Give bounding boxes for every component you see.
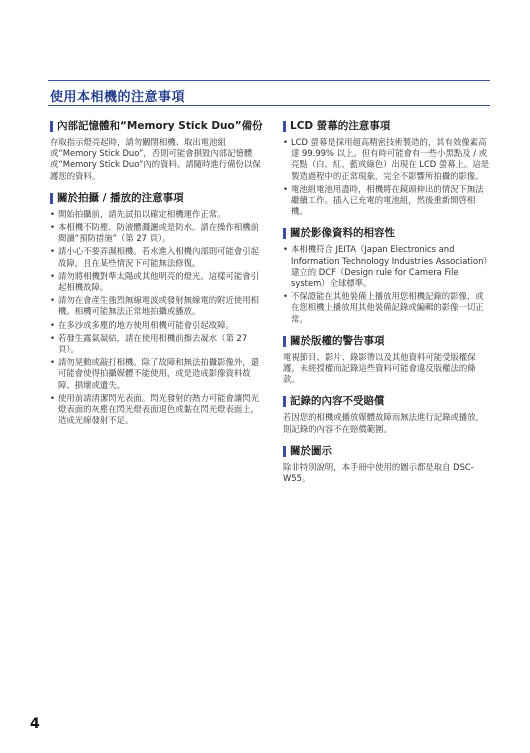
section-paragraph: 若因您的相機或播放媒體故障而無法進行記錄或播放，則記錄的內容不在賠償範圍。 [283,412,484,434]
bullet-list [50,209,263,427]
section-heading: 內部記憶體和“Memory Stick Duo”備份 [50,120,263,133]
list-item: • 開始拍攝前，請先試拍以確定相機運作正常。 [50,209,263,220]
section-paragraph: 存取指示燈亮起時，請勿關閉相機、取出電池組或“Memory Stick Duo”，否則可能會損毀內部記憶體或“Memory Stick Duo”內的資料。請隨時進行備份以保護您的資料。 [50,137,261,181]
page-title: 使用本相機的注意事項 [50,90,186,105]
heading-bar-icon [283,446,286,457]
section-paragraph: 除非特別說明，本手冊中使用的圖示都是取自 DSC-W55。 [283,461,474,484]
list-item: • LCD 螢幕是採用超高精密技術製造的，其有效像素高達 99.99% 以上。但有時可能會有一些小黑點及 / 或亮點（白、紅、藍或綠色）出現在 LCD 螢幕上。這是製造過程中的正常現象，完全不影響所拍攝的影像。 [283,137,491,182]
heading-bar-icon [283,121,286,132]
bullet-list [283,137,491,217]
section-copyright [283,335,491,386]
heading-bar-icon [283,336,286,347]
section-lcd-screen [283,120,491,217]
section-shooting-playback [50,192,263,427]
list-item: • 請勿在會產生強烈無線電波或發射無線電的附近使用相機。相機可能無法正常地拍攝或播放。 [50,295,263,317]
list-item: • 不保證能在其他裝備上播放用您相機記錄的影像，或在您相機上播放用其他裝備記錄或編輯的影像一切正常。 [283,291,491,325]
section-memory-backup [50,120,263,182]
list-item: • 本相機符合 JEITA（Japan Electronics and Information Technology Industries Association）建立的 DCF（Design rule for Camera File system）全球標準。 [283,244,491,289]
list-item: • 使用前請清潔閃光表面。閃光發射的熱力可能會讓閃光燈表面的灰塵在閃光燈表面退色或黏在閃光燈表面上，造成光線發射不足。 [50,393,263,427]
title-rule [48,105,490,106]
list-item: • 若發生露氣凝結，請在使用相機前擦去凝水（第 27 頁）。 [50,333,263,355]
section-heading: 記錄的內容不受賠償 [283,395,491,408]
section-heading: 關於拍攝 / 播放的注意事項 [50,192,263,205]
list-item: • 本相機不防塵、防液體濺灑或是防水。請在操作相機前閱讀“預防措施”（第 27 頁）。 [50,222,263,244]
top-rule [48,80,490,81]
heading-bar-icon [50,121,53,132]
section-heading: 關於圖示 [283,445,491,458]
section-illustrations [283,445,491,484]
left-column [50,120,263,436]
bullet-list [283,244,491,324]
list-item: • 請勿晃動或敲打相機。除了故障和無法拍攝影像外，還可能會使得拍攝媒體不能使用，或是造成影像資料故障、損壞或遺失。 [50,357,263,391]
section-compatibility [283,227,491,324]
section-heading: 關於影像資料的相容性 [283,227,491,240]
right-column [283,120,491,494]
section-no-compensation [283,395,491,434]
heading-bar-icon [50,193,53,204]
list-item: • 電池組電池用盡時，相機將在鏡頭伸出的情況下無法繼續工作。插入已充電的電池組，然後重新開啓相機。 [283,184,491,218]
section-heading: 關於版權的警告事項 [283,335,491,348]
section-heading: LCD 螢幕的注意事項 [283,120,491,133]
list-item: • 請勿將相機對準太陽或其他明亮的燈光。這樣可能會引起相機故障。 [50,271,263,293]
section-paragraph: 電視節目、影片、錄影帶以及其他資料可能受版權保護。未經授權而記錄這些資料可能會違反版權法的條款。 [283,351,476,385]
list-item: • 在多沙或多塵的地方使用相機可能會引起故障。 [50,320,263,331]
heading-bar-icon [283,228,286,239]
page-number: 4 [30,716,40,732]
list-item: • 請小心不要弄濕相機。若水進入相機內部則可能會引起故障，且在某些情況下可能無法修復。 [50,246,263,268]
heading-bar-icon [283,396,286,407]
